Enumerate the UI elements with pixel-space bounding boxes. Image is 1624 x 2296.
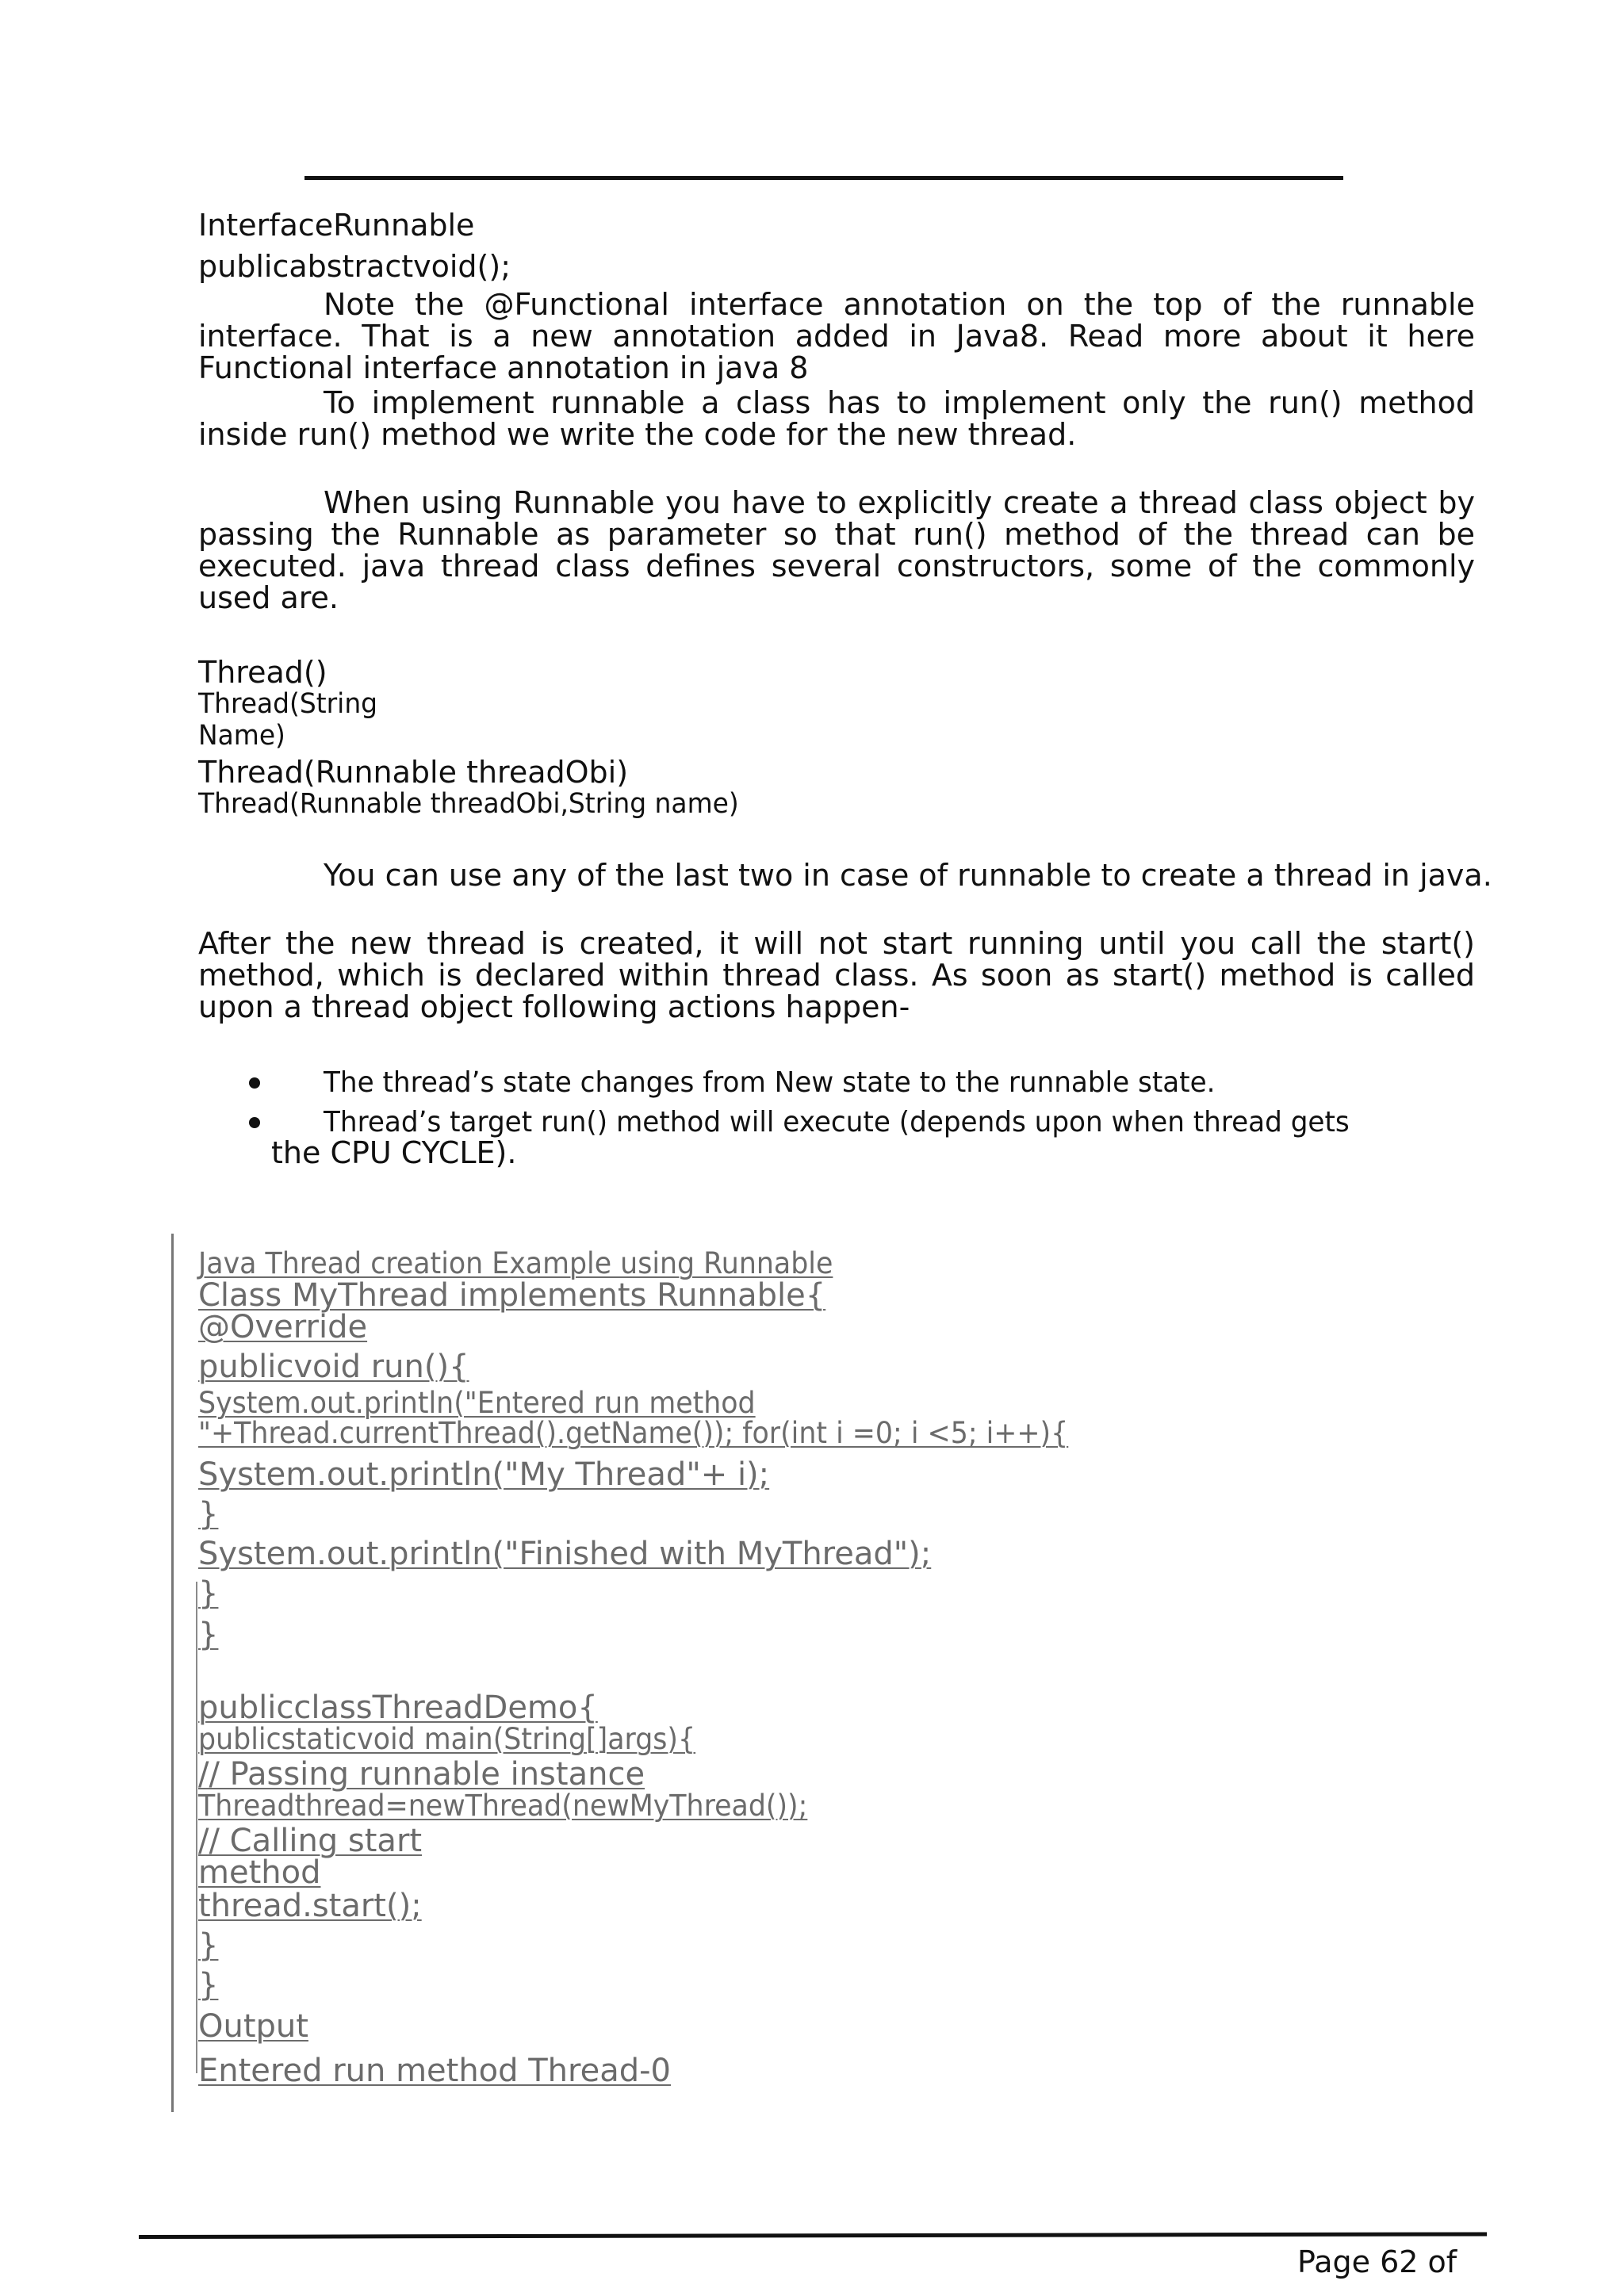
- code-line-println-entered: System.out.println("Entered run method: [198, 1386, 756, 1420]
- code-line-close-run: }: [198, 1575, 219, 1612]
- code-line-comment-passing: // Passing runnable instance: [198, 1756, 645, 1793]
- code-line-output-value: Entered run method Thread-0: [198, 2053, 671, 2089]
- code-line-output-label: Output: [198, 2008, 308, 2045]
- constructor-thread-string: Thread(String: [198, 688, 378, 720]
- code-line-thread-demo: publicclassThreadDemo{: [198, 1689, 598, 1726]
- bullet-item-1: The thread’s state changes from New state to the runnable state.: [324, 1066, 1216, 1099]
- header-rule: [304, 176, 1343, 180]
- code-line-main: publicstaticvoid main(String[]args){: [198, 1722, 696, 1756]
- bullet-dot-2: [249, 1117, 260, 1128]
- code-line-new-thread: Threadthread=newThread(newMyThread());: [198, 1789, 808, 1823]
- paragraph-start-method: After the new thread is created, it will not start running until you call the start() method, which is declared within thread class. As soon as start() method is called upon a thread object following actions happen-: [198, 926, 1475, 1024]
- footer-rule: [139, 2232, 1487, 2239]
- constructor-thread-runnable-name: Thread(Runnable threadObi,String name): [198, 788, 739, 820]
- code-block-border: [171, 1234, 174, 2112]
- bullet-item-2: Thread’s target run() method will execute (depends upon when thread gets: [324, 1106, 1350, 1138]
- code-line-println-finished: System.out.println("Finished with MyThread");: [198, 1536, 932, 1572]
- code-line-class: Class MyThread implements Runnable{: [198, 1277, 826, 1314]
- constructor-thread-runnable: Thread(Runnable threadObi): [198, 755, 629, 790]
- code-line-override: @Override: [198, 1309, 368, 1345]
- code-line-close-demo: }: [198, 1967, 219, 2003]
- bullet-continuation: the CPU CYCLE).: [271, 1135, 517, 1170]
- code-line-println-my-thread: System.out.println("My Thread"+ i);: [198, 1456, 770, 1493]
- code-block-inner-border: [196, 1582, 197, 2073]
- paragraph-functional-interface: Note the @Functional interface annotation on the top of the runnable interface. That is a new annotation added in Java8. Read more about it here Functional interface annotation in java 8: [198, 287, 1475, 385]
- code-line-close-class: }: [198, 1617, 219, 1653]
- intro-line-2: publicabstractvoid();: [198, 249, 511, 284]
- bullet-dot-1: [249, 1077, 260, 1089]
- constructor-thread-name: Name): [198, 720, 285, 752]
- code-line-comment-method: method: [198, 1854, 321, 1891]
- code-line-current-thread: "+Thread.currentThread().getName()); for(int i =0; i <5; i++){: [198, 1416, 1069, 1450]
- usage-note: You can use any of the last two in case of runnable to create a thread in java.: [324, 858, 1492, 893]
- paragraph-explicit-thread: When using Runnable you have to explicitly create a thread class object by passing the Runnable as parameter so that run() method of the thread can be executed. java thread class defines several constructors, some of the commonly used are.: [198, 485, 1475, 615]
- paragraph-implement-run: To implement runnable a class has to implement only the run() method inside run() method we write the code for the new thread.: [198, 385, 1475, 452]
- code-line-title: Java Thread creation Example using Runnable: [198, 1246, 833, 1280]
- page-number: Page 62 of: [1297, 2244, 1457, 2279]
- code-line-thread-start: thread.start();: [198, 1888, 422, 1924]
- code-line-close-for: }: [198, 1496, 219, 1533]
- intro-line-1: InterfaceRunnable: [198, 208, 475, 243]
- code-line-close-main: }: [198, 1927, 219, 1964]
- code-line-run: publicvoid run(){: [198, 1349, 469, 1385]
- constructor-thread: Thread(): [198, 655, 327, 690]
- code-line-comment-calling: // Calling start: [198, 1823, 423, 1859]
